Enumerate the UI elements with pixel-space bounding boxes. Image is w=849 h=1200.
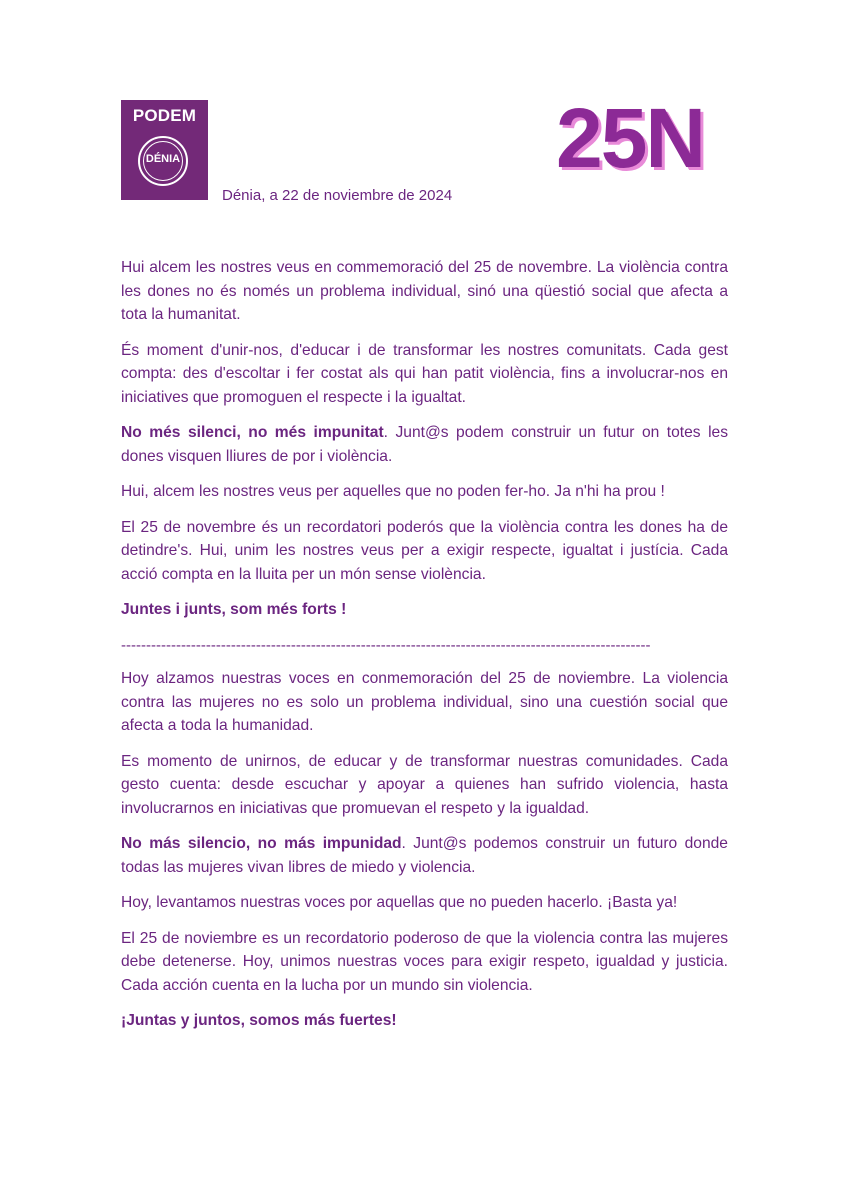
- valencian-paragraph-3-rest: . Junt@s podem construir un futur on totes les dones visquen lliures de por i violència.: [121, 424, 728, 465]
- valencian-paragraph-5: El 25 de novembre és un recordatori poderós que la violència contra les dones ha de detindre's. Hui, unim les nostres veus per a exigir respecte, igualtat i justícia. Cada acció compta en la lluita per un món sense violència.: [121, 518, 728, 583]
- valencian-closing: Juntes i junts, som més forts !: [121, 601, 347, 618]
- logo-circle-icon: [138, 136, 188, 186]
- spanish-slogan: No más silencio, no más impunidad: [121, 835, 402, 852]
- valencian-paragraph-4: Hui, alcem les nostres veus per aquelles que no poden fer-ho. Ja n'hi ha prou !: [121, 483, 665, 500]
- dateline: Dénia, a 22 de noviembre de 2024: [222, 187, 453, 204]
- spanish-paragraph-4: Hoy, levantamos nuestras voces por aquellas que no pueden hacerlo. ¡Basta ya!: [121, 894, 678, 911]
- separator-line: ----------------------------------------------------------------------------------------------------------: [121, 636, 651, 654]
- spanish-paragraph-3: [121, 832, 728, 879]
- spanish-paragraph-1: Hoy alzamos nuestras voces en conmemoración del 25 de noviembre. La violencia contra las mujeres no es solo un problema individual, sino una cuestión social que afecta a toda la humanidad.: [121, 670, 728, 734]
- logo-top-text: PODEM: [132, 106, 197, 125]
- spanish-paragraph-3-rest: . Junt@s podemos construir un futuro donde todas las mujeres vivan libres de miedo y violencia.: [121, 835, 728, 876]
- valencian-paragraph-1: Hui alcem les nostres veus en commemoració del 25 de novembre. La violència contra les dones no és només un problema individual, sinó una qüestió social que afecta a tota la humanitat.: [121, 259, 728, 323]
- document-body: [121, 256, 728, 1045]
- spanish-paragraph-2: Es momento de unirnos, de educar y de transformar nuestras comunidades. Cada gesto cuenta: desde escuchar y apoyar a quienes han sufrido violencia, hasta involucrarnos en iniciativas que promuevan el respeto y la igualdad.: [121, 752, 728, 817]
- valencian-slogan: No més silenci, no més impunitat: [121, 424, 384, 441]
- podem-denia-logo: [121, 100, 208, 200]
- valencian-paragraph-3: [121, 421, 728, 468]
- spanish-closing: ¡Juntas y juntos, somos más fuertes!: [121, 1012, 397, 1029]
- valencian-paragraph-2: És moment d'unir-nos, d'educar i de transformar les nostres comunitats. Cada gest compta: des d'escoltar i fer costat als qui han patit violència, fins a involucrar-nos en iniciatives que promoguen el respecte i la igualtat.: [121, 341, 728, 406]
- brand-mark-25n: 25N: [556, 91, 705, 185]
- spanish-paragraph-5: El 25 de noviembre es un recordatorio poderoso de que la violencia contra las mujeres debe detenerse. Hoy, unimos nuestras voces para exigir respeto, igualdad y justicia. Cada acción cuenta en la lucha por un mundo sin violencia.: [121, 929, 728, 994]
- logo-city-text: DÉNIA: [145, 153, 181, 165]
